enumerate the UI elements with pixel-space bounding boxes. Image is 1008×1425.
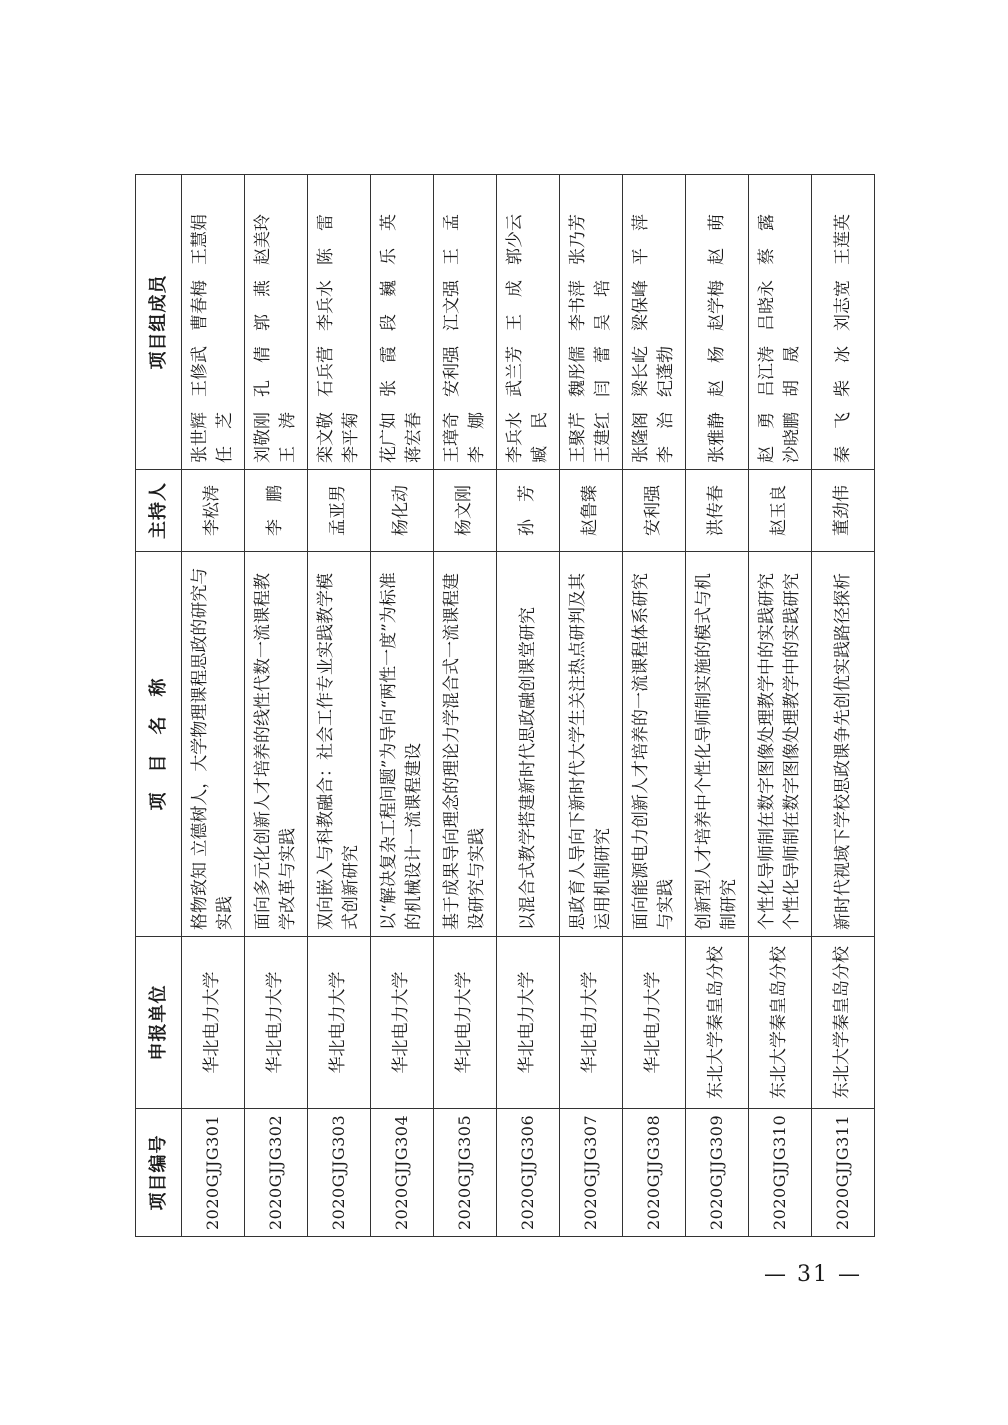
member-name: 柴 冰 (832, 346, 853, 397)
table-row (560, 175, 623, 1237)
member-name: 王莲英 (832, 214, 853, 265)
project-host: 洪传春 (686, 470, 749, 552)
member-name: 李兵水 (505, 412, 526, 463)
header-members: 项目组成员 (136, 175, 182, 470)
page-number: — 31 — (764, 1262, 862, 1287)
applicant-unit: 华北电力大学 (623, 937, 686, 1109)
project-members (245, 175, 308, 470)
project-code: 2020GJJG310 (749, 1109, 812, 1237)
member-name: 胡 晟 (782, 346, 802, 397)
project-name: 面向能源电力创新人才培养的一流课程体系研究与实践 (623, 552, 686, 937)
table-row (308, 175, 371, 1237)
table-row (623, 175, 686, 1237)
applicant-unit: 东北大学秦皇岛分校 (812, 937, 875, 1109)
member-name: 王慧娟 (190, 214, 211, 265)
project-members (749, 175, 812, 470)
applicant-unit: 华北电力大学 (308, 937, 371, 1109)
project-code: 2020GJJG305 (434, 1109, 497, 1237)
member-name: 李平菊 (341, 412, 361, 463)
member-name: 梁长屹 (631, 346, 652, 397)
member-name: 王建红 (593, 412, 613, 463)
project-host: 李松涛 (182, 470, 245, 552)
project-code: 2020GJJG307 (560, 1109, 623, 1237)
member-name: 张乃芳 (568, 214, 589, 265)
project-host: 李 鹏 (245, 470, 308, 552)
project-name: 创新型人才培养中个性化导师制实施的模式与机制研究 (686, 552, 749, 937)
member-name: 郭少云 (505, 214, 526, 265)
applicant-unit: 华北电力大学 (371, 937, 434, 1109)
member-name: 乐 英 (379, 214, 400, 265)
rotated-table-wrapper (135, 175, 875, 1237)
member-name: 石兵营 (316, 346, 337, 397)
project-name: 以“解决复杂工程问题”为导向“两性一度”为标准的机械设计一流课程建设 (371, 552, 434, 937)
project-host: 安利强 (623, 470, 686, 552)
applicant-unit: 东北大学秦皇岛分校 (749, 937, 812, 1109)
member-name: 闫 蕾 (593, 346, 613, 397)
project-host: 董劲伟 (812, 470, 875, 552)
member-name: 张隆阁 (631, 412, 652, 463)
member-name: 蒋宏春 (404, 412, 424, 463)
member-name: 张世辉 (190, 412, 211, 463)
project-name: 以混合式教学搭建新时代思政融创课堂研究 (497, 552, 560, 937)
project-members (812, 175, 875, 470)
member-name: 王 孟 (442, 214, 463, 265)
table-row (182, 175, 245, 1237)
project-host: 赵鲁臻 (560, 470, 623, 552)
applicant-unit: 华北电力大学 (497, 937, 560, 1109)
applicant-unit: 华北电力大学 (182, 937, 245, 1109)
member-name: 魏彤儒 (568, 346, 589, 397)
member-name: 张 霞 (379, 346, 400, 397)
table-header-row (136, 175, 182, 1237)
member-name: 王璋奇 (442, 412, 463, 463)
member-name: 江文强 (442, 280, 463, 331)
applicant-unit: 东北大学秦皇岛分校 (686, 937, 749, 1109)
project-members (308, 175, 371, 470)
applicant-unit: 华北电力大学 (434, 937, 497, 1109)
member-name: 李兵水 (316, 280, 337, 331)
project-code: 2020GJJG309 (686, 1109, 749, 1237)
member-name: 吕江涛 (757, 346, 778, 397)
project-code: 2020GJJG311 (812, 1109, 875, 1237)
member-name: 王修武 (190, 346, 211, 397)
applicant-unit: 华北电力大学 (560, 937, 623, 1109)
table-row (686, 175, 749, 1237)
project-members (623, 175, 686, 470)
project-host: 赵玉良 (749, 470, 812, 552)
project-name: 新时代视域下学校思政课争先创优实践路径探析 (812, 552, 875, 937)
member-name: 刘敬刚 (253, 412, 274, 463)
member-name: 赵 杨 (706, 346, 727, 397)
project-code: 2020GJJG308 (623, 1109, 686, 1237)
table-row (434, 175, 497, 1237)
member-name: 平 萍 (631, 214, 652, 265)
member-name: 梁保峰 (631, 280, 652, 331)
project-host: 杨化动 (371, 470, 434, 552)
table-row (245, 175, 308, 1237)
header-host: 主持人 (136, 470, 182, 552)
project-host: 孟亚男 (308, 470, 371, 552)
member-name: 李 治 (656, 412, 676, 463)
table-body (182, 175, 875, 1237)
member-name: 吴 培 (593, 280, 613, 331)
project-code: 2020GJJG306 (497, 1109, 560, 1237)
project-code: 2020GJJG302 (245, 1109, 308, 1237)
project-host: 孙 芳 (497, 470, 560, 552)
project-host: 杨文刚 (434, 470, 497, 552)
member-name: 任 芝 (215, 412, 235, 463)
member-name: 张雅静 (706, 412, 727, 463)
member-name: 沙晓鹏 (782, 412, 802, 463)
project-members (182, 175, 245, 470)
project-name: 个性化导师制在数字图像处理教学中的实践研究个性化导师制在数字图像处理教学中的实践研究 (749, 552, 812, 937)
member-name: 纪蓬勃 (656, 346, 676, 397)
table-row (497, 175, 560, 1237)
member-name: 王聚芹 (568, 412, 589, 463)
member-name: 蔡 露 (757, 214, 778, 265)
project-members (371, 175, 434, 470)
member-name: 赵 勇 (757, 412, 778, 463)
table-row (749, 175, 812, 1237)
project-members (560, 175, 623, 470)
applicant-unit: 华北电力大学 (245, 937, 308, 1109)
header-code: 项目编号 (136, 1109, 182, 1237)
header-name: 项 目 名 称 (136, 552, 182, 937)
project-code: 2020GJJG304 (371, 1109, 434, 1237)
project-table (135, 174, 875, 1237)
project-members (686, 175, 749, 470)
project-name: 双向嵌入与科教融合：社会工作专业实践教学模式创新研究 (308, 552, 371, 937)
member-name: 吕晓永 (757, 280, 778, 331)
member-name: 李书萍 (568, 280, 589, 331)
project-members (434, 175, 497, 470)
member-name: 花广如 (379, 412, 400, 463)
member-name: 郭 燕 (253, 280, 274, 331)
member-name: 刘志宽 (832, 280, 853, 331)
member-name: 王 涛 (278, 412, 298, 463)
member-name: 赵学梅 (706, 280, 727, 331)
header-unit: 申报单位 (136, 937, 182, 1109)
project-name: 基于成果导向理念的理论力学混合式一流课程建设研究与实践 (434, 552, 497, 937)
member-name: 陈 雷 (316, 214, 337, 265)
member-name: 安利强 (442, 346, 463, 397)
project-members (497, 175, 560, 470)
member-name: 栾文敬 (316, 412, 337, 463)
member-name: 段 巍 (379, 280, 400, 331)
member-name: 孔 倩 (253, 346, 274, 397)
project-name: 格物致知 立德树人，大学物理课程思政的研究与实践 (182, 552, 245, 937)
member-name: 臧 民 (530, 412, 550, 463)
project-name: 面向多元化创新人才培养的线性代数一流课程教学改革与实践 (245, 552, 308, 937)
project-name: 思政育人导向下新时代大学生关注热点研判及其运用机制研究 (560, 552, 623, 937)
table-row (371, 175, 434, 1237)
member-name: 曹春梅 (190, 280, 211, 331)
member-name: 赵 萌 (706, 214, 727, 265)
table-row (812, 175, 875, 1237)
member-name: 李 娜 (467, 412, 487, 463)
project-code: 2020GJJG301 (182, 1109, 245, 1237)
project-code: 2020GJJG303 (308, 1109, 371, 1237)
member-name: 武兰芳 (505, 346, 526, 397)
member-name: 王 成 (505, 280, 526, 331)
member-name: 秦 飞 (832, 412, 853, 463)
member-name: 赵美玲 (253, 214, 274, 265)
